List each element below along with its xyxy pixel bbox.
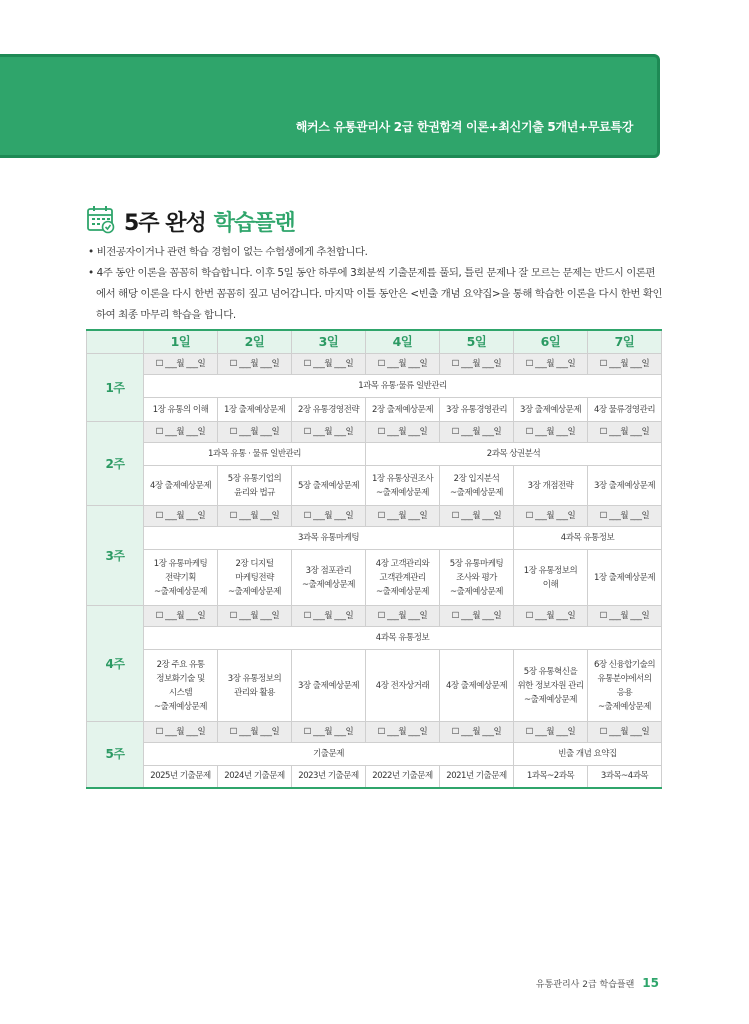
task-cell: 5장 출제예상문제 (292, 466, 366, 506)
task-cell: 2장 주요 유통 정보화기술 및 시스템 ~출제예상문제 (144, 650, 218, 722)
task-cell: 3장 출제예상문제 (514, 398, 588, 422)
subject-cell: 기출문제 (144, 743, 514, 766)
date-checkbox[interactable]: ☐ ___월 ___일 (366, 722, 440, 743)
day-header: 7일 (588, 330, 662, 354)
date-checkbox[interactable]: ☐ ___월 ___일 (588, 354, 662, 375)
week-label: 3주 (87, 506, 144, 606)
task-cell: 2장 유통경영전략 (292, 398, 366, 422)
subject-row (87, 527, 662, 550)
day-header: 3일 (292, 330, 366, 354)
task-cell: 1장 유통상권조사 ~출제예상문제 (366, 466, 440, 506)
day-header: 5일 (440, 330, 514, 354)
date-row (87, 354, 662, 375)
subject-row (87, 443, 662, 466)
task-cell: 3과목~4과목 (588, 766, 662, 788)
task-cell: 1장 유통의 이해 (144, 398, 218, 422)
date-checkbox[interactable]: ☐ ___월 ___일 (588, 506, 662, 527)
date-checkbox[interactable]: ☐ ___월 ___일 (366, 422, 440, 443)
task-cell: 1과목~2과목 (514, 766, 588, 788)
date-checkbox[interactable]: ☐ ___월 ___일 (588, 722, 662, 743)
task-row (87, 466, 662, 506)
calendar-icon (86, 204, 116, 238)
date-checkbox[interactable]: ☐ ___월 ___일 (440, 354, 514, 375)
task-row (87, 650, 662, 722)
subject-cell: 4과목 유통정보 (144, 627, 662, 650)
task-row (87, 398, 662, 422)
task-cell: 3장 출제예상문제 (292, 650, 366, 722)
date-checkbox[interactable]: ☐ ___월 ___일 (144, 722, 218, 743)
date-checkbox[interactable]: ☐ ___월 ___일 (218, 506, 292, 527)
task-cell: 3장 개점전략 (514, 466, 588, 506)
date-checkbox[interactable]: ☐ ___월 ___일 (144, 606, 218, 627)
subject-cell: 4과목 유통정보 (514, 527, 662, 550)
date-checkbox[interactable]: ☐ ___월 ___일 (292, 722, 366, 743)
day-header: 2일 (218, 330, 292, 354)
date-checkbox[interactable]: ☐ ___월 ___일 (218, 354, 292, 375)
task-row (87, 550, 662, 606)
task-cell: 3장 유통정보의 관리와 활용 (218, 650, 292, 722)
page-footer (536, 976, 659, 990)
subject-cell: 1과목 유통 · 물류 일반관리 (144, 443, 366, 466)
task-cell: 6장 신융합기술의 유통분야에서의 응용 ~출제예상문제 (588, 650, 662, 722)
task-cell: 3장 유통경영관리 (440, 398, 514, 422)
day-header-row (87, 330, 662, 354)
header-banner (0, 54, 660, 158)
subject-row (87, 627, 662, 650)
date-checkbox[interactable]: ☐ ___월 ___일 (292, 606, 366, 627)
task-cell: 4장 전자상거래 (366, 650, 440, 722)
date-checkbox[interactable]: ☐ ___월 ___일 (440, 722, 514, 743)
date-checkbox[interactable]: ☐ ___월 ___일 (514, 606, 588, 627)
date-checkbox[interactable]: ☐ ___월 ___일 (144, 422, 218, 443)
week-label: 4주 (87, 606, 144, 722)
task-cell: 2025년 기출문제 (144, 766, 218, 788)
task-cell: 5장 유통기업의 윤리와 법규 (218, 466, 292, 506)
task-cell: 1장 출제예상문제 (218, 398, 292, 422)
task-cell: 2장 디지털 마케팅전략 ~출제예상문제 (218, 550, 292, 606)
corner-cell (87, 330, 144, 354)
task-cell: 4장 고객관리와 고객관계관리 ~출제예상문제 (366, 550, 440, 606)
date-checkbox[interactable]: ☐ ___월 ___일 (514, 354, 588, 375)
date-checkbox[interactable]: ☐ ___월 ___일 (440, 422, 514, 443)
date-row (87, 506, 662, 527)
day-header: 1일 (144, 330, 218, 354)
page-title (86, 204, 295, 238)
task-cell: 2024년 기출문제 (218, 766, 292, 788)
date-checkbox[interactable]: ☐ ___월 ___일 (218, 422, 292, 443)
task-cell: 4장 물류경영관리 (588, 398, 662, 422)
task-cell: 2022년 기출문제 (366, 766, 440, 788)
date-checkbox[interactable]: ☐ ___월 ___일 (514, 506, 588, 527)
date-checkbox[interactable]: ☐ ___월 ___일 (440, 506, 514, 527)
week-label: 1주 (87, 354, 144, 422)
date-checkbox[interactable]: ☐ ___월 ___일 (366, 506, 440, 527)
task-cell: 2023년 기출문제 (292, 766, 366, 788)
task-cell: 4장 출제예상문제 (144, 466, 218, 506)
task-cell: 1장 유통마케팅 전략기획 ~출제예상문제 (144, 550, 218, 606)
task-cell: 4장 출제예상문제 (440, 650, 514, 722)
page-number: 15 (642, 976, 659, 990)
subject-cell: 3과목 유통마케팅 (144, 527, 514, 550)
date-checkbox[interactable]: ☐ ___월 ___일 (218, 606, 292, 627)
week-label: 2주 (87, 422, 144, 506)
date-checkbox[interactable]: ☐ ___월 ___일 (514, 422, 588, 443)
date-checkbox[interactable]: ☐ ___월 ___일 (366, 354, 440, 375)
intro-bullets (86, 242, 664, 326)
bullet-item: • 4주 동안 이론을 꼼꼼히 학습합니다. 이후 5일 동안 하루에 3회분씩 기출문제를 풀되, 틀린 문제나 잘 모르는 문제는 반드시 이론편에서 해당 이론을 다시 한번 꼼꼼히 짚고 넘어갑니다. 마지막 이틀 동안은 <빈출 개념 요약집>을 통해 학습한 이론을 다시 한번 확인하여 최종 마무리 학습을 합니다. (88, 267, 663, 321)
title-main: 5주 완성 (124, 210, 206, 236)
date-row (87, 606, 662, 627)
date-checkbox[interactable]: ☐ ___월 ___일 (366, 606, 440, 627)
subject-row (87, 743, 662, 766)
bullet-item: • 비전공자이거나 관련 학습 경험이 없는 수험생에게 추천합니다. (88, 246, 368, 258)
date-row (87, 422, 662, 443)
date-checkbox[interactable]: ☐ ___월 ___일 (292, 422, 366, 443)
date-checkbox[interactable]: ☐ ___월 ___일 (588, 422, 662, 443)
subject-row (87, 375, 662, 398)
footer-text: 유통관리사 2급 학습플랜 (535, 979, 635, 990)
date-checkbox[interactable]: ☐ ___월 ___일 (292, 354, 366, 375)
day-header: 4일 (366, 330, 440, 354)
task-cell: 3장 출제예상문제 (588, 466, 662, 506)
task-cell: 3장 점포관리 ~출제예상문제 (292, 550, 366, 606)
subject-cell: 2과목 상권분석 (366, 443, 662, 466)
date-row (87, 722, 662, 743)
task-row (87, 766, 662, 788)
task-cell: 2021년 기출문제 (440, 766, 514, 788)
subject-cell: 빈출 개념 요약집 (514, 743, 662, 766)
subject-cell: 1과목 유통·물류 일반관리 (144, 375, 662, 398)
date-checkbox[interactable]: ☐ ___월 ___일 (292, 506, 366, 527)
task-cell: 5장 유통혁신을 위한 정보자원 관리 ~출제예상문제 (514, 650, 588, 722)
date-checkbox[interactable]: ☐ ___월 ___일 (440, 606, 514, 627)
banner-text: 해커스 유통관리사 2급 한권합격 이론+최신기출 5개년+무료특강 (295, 120, 633, 134)
task-cell: 1장 유통정보의 이해 (514, 550, 588, 606)
task-cell: 2장 입지분석 ~출제예상문제 (440, 466, 514, 506)
task-cell: 5장 유통마케팅 조사와 평가 ~출제예상문제 (440, 550, 514, 606)
date-checkbox[interactable]: ☐ ___월 ___일 (218, 722, 292, 743)
date-checkbox[interactable]: ☐ ___월 ___일 (144, 506, 218, 527)
date-checkbox[interactable]: ☐ ___월 ___일 (588, 606, 662, 627)
day-header: 6일 (514, 330, 588, 354)
title-accent: 학습플랜 (213, 210, 295, 236)
date-checkbox[interactable]: ☐ ___월 ___일 (514, 722, 588, 743)
task-cell: 1장 출제예상문제 (588, 550, 662, 606)
date-checkbox[interactable]: ☐ ___월 ___일 (144, 354, 218, 375)
study-plan-table (86, 329, 662, 789)
task-cell: 2장 출제예상문제 (366, 398, 440, 422)
week-label: 5주 (87, 722, 144, 788)
